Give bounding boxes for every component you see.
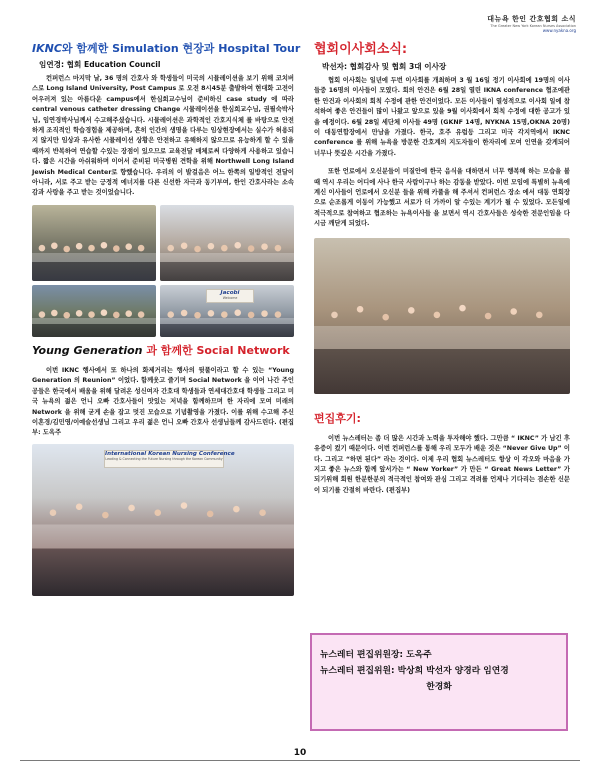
jacobi-sign <box>206 289 254 303</box>
jacobi-sign-title: Jacobi <box>220 289 240 296</box>
jacobi-sign-subtitle: Welcome <box>222 295 238 300</box>
conference-banner-title: International Korean Nursing Conference <box>105 450 235 457</box>
section-author: 박선자: 협회감사 및 협회 3대 이사장 <box>322 62 447 71</box>
section-body <box>314 76 570 230</box>
paragraph: 이번 뉴스레터는 좀 더 많은 시간과 노력을 투자해야 했다. 그만큼 “ IKNC” 가 남긴 후유증이 컸기 때문이다. 이번 컨퍼런스를 통해 우리 모두가 배운 것은 “Never Give Up” 이다. 그리고 “하면 된다” 라는 것이다. 이제 우리 협회 뉴스레터도 항상 이 각오와 마음을 가지고 좋은 뉴스와 함께 앞서가는 “ New Yorker” 가 만든 “ Great News Letter” 가 되기위해 회원 한분한분의 적극적인 참여와 관심 그리고 격려를 언제나 기다리는 겸손한 신문이 되기를 간절히 바란다. (편집부) <box>314 434 570 494</box>
org-english-name: The Greater New York Korean Nurses Association <box>490 24 576 28</box>
editor-in-chief: 뉴스레터 편집위원장: 도옥주 <box>320 650 432 660</box>
footer-divider <box>20 760 580 761</box>
org-website: www.nyakna.org <box>542 28 576 33</box>
left-column <box>32 42 301 596</box>
paragraph: 이번 IKNC 행사에서 또 하나의 화제거리는 행사의 뒷풀이라고 할 수 있는 “Young Generation 의 Reunion” 이었다. 함께웃고 즐기며 Social Network 을 이어 나간 주인공들은 한국에서 배움을 위해 달려온 성신여자 간호대 학생들과 연세대간호대 학생들 그리고 미국 뉴욕의 젊은 언니 오빠 간호사들이 맛있는 저녁을 함께하므며 한 자리에 모여 미래의 Network 을 위해 굳게 손을 잡고 멋진 모습으로 기념촬영을 가졌다. 이를 위해 수고해 주신 이혼경/김민영/이예슬선생님 그리고 우리 젊은 언니 오빠 간호사 선생님들께 감사드린다. (편집부: 도옥주 <box>32 366 294 437</box>
page-number: 10 <box>293 748 307 758</box>
photo-hospital-group <box>160 205 294 281</box>
photo-jacobi-group <box>160 285 294 337</box>
section-body <box>32 366 294 439</box>
org-name: 대뉴욕 한인 간호협회 소식 <box>487 15 576 23</box>
photo-young-generation <box>32 444 294 596</box>
conference-banner <box>104 450 235 468</box>
title-suffix: 과 함께한 Social Network <box>142 343 290 357</box>
section-body <box>32 74 294 199</box>
right-column <box>314 42 570 504</box>
section-body <box>314 434 570 496</box>
section-author: 임연경: 협회 Education Council <box>39 60 161 69</box>
section-title-editor-note: 편집후기: <box>314 411 361 425</box>
section-title-simulation <box>32 42 301 56</box>
paragraph: 컨퍼런스 마지막 날, 36 명의 간호사 와 학생들이 미국의 시뮬레이션을 보기 위해 코치버스로 Long Island University, Post Campus 로 오전 8시45분 출발하여 현대화 고전이 어우러져 있는 아름다운 campus에서 한심희교수님이 준비하신 case study 에 따라 central venous catheter dressing Change 시뮬레이션을 한심희교수님, 권필숙박사님, 임연경박사님께서 수고해주셨습니다. 시뮬레이션은 과학적인 간호지식체 를 바탕으로 안전하게 조직적인 학습경험을 제공하며, 흔히 인간의 생명을 다루는 임상현장에서는 실수가 허용되지 않지만 임상과 유사한 시뮬레이션 상황은 안전하고 유해하지 않으므로 유능하게 할 수 있을 때까지 반복하여 연습할 수있는 장점이 있으므로 교육전달 매체로써 다양하게 사용하고 있습니다. 짧은 시간을 아쉬워하며 이어서 준비된 미국병원 견학을 위해 Northwell Long Island Jewish Medical Center로 향했습니다. 우리의 이 발걸음은 어느 한쪽의 일방적인 전달이 아니라, 서로 주고 받는 긍정적 에너지를 다른 신선한 자극과 동기부여, 한인 간호사라는 소속감과 사랑을 주고 받는 것이었습니다. <box>32 75 294 197</box>
title-prefix: IKNC <box>32 42 62 55</box>
editorial-members: 뉴스레터 편집위원: 박상희 박선자 양경라 임연경 <box>320 666 509 676</box>
photo-campus-group <box>32 285 156 337</box>
photo-board-members <box>314 238 570 394</box>
editorial-board-box <box>310 633 568 731</box>
section-title-board: 협회이사회소식: <box>314 42 408 57</box>
title-suffix: 와 함께한 Simulation 현장과 Hospital Tour <box>61 42 301 55</box>
photo-collage <box>32 205 294 337</box>
editorial-members-cont: 한경화 <box>426 682 452 692</box>
conference-banner-subtitle: Leading & Connecting the Future Nursing through the Korean Community <box>105 456 223 461</box>
title-prefix: Young Generation <box>32 343 143 357</box>
paragraph: 협회 이사회는 일년에 두번 이사회를 개최하며 3 월 16일 정기 이사회에 19명의 이사들중 16명의 이사들이 모였다. 회의 안건은 6월 28일 열린 IKNA conference 협조에관한 안건과 이사회의 회칙 수정에 관한 안건이었다. 모든 이사들이 열성적으로 이사회 일에 참석하여 좋은 안건들이 많이 나왔고 앞으로 있을 9월 이사회에서 회칙 수정에 대한 공고가 있을 예정이다. 6월 28일 세단체 이사들 49명 (GKNF 14명, NYKNA 15명,OKNA 20명)이 대동연합장에서 만남을 가졌다. 한국, 호주 유럽등 그리고 미국 각지역에서 IKNC conference 를 위해 뉴욕을 방문한 간호계의 지도자들이 한자리에 모여 인연을 갖게되어 너무나 뜻깊은 시간을 가졌다. <box>314 77 570 157</box>
paragraph: 또한 언로에서 오신분들이 미질안에 한국 음식을 대하면서 너무 행복해 하는 모습을 볼때 역시 우리는 어디에 사나 한국 사람이구나 하는 감동을 받았다. 이번 모임에 특별히 뉴욕에 계신 이사들이 언로에서 오신분 들을 위해 카풀을 해 주셔서 컨퍼런스 장소 에서 대동 연회장으로 순조롭게 이동이 가능했고 서로가 더 가까이 알 수있는 계기가 될 수 있었다. 모든일에 적극적으로 참여하고 협조하는 뉴욕이사들 을 보면서 역시 간호사들은 성숙한 전문인임을 다시금 깨닫게 되었다. <box>314 168 570 228</box>
newsletter-header <box>487 14 576 33</box>
photo-simulation-lab <box>32 205 156 281</box>
section-title-social <box>32 344 294 358</box>
